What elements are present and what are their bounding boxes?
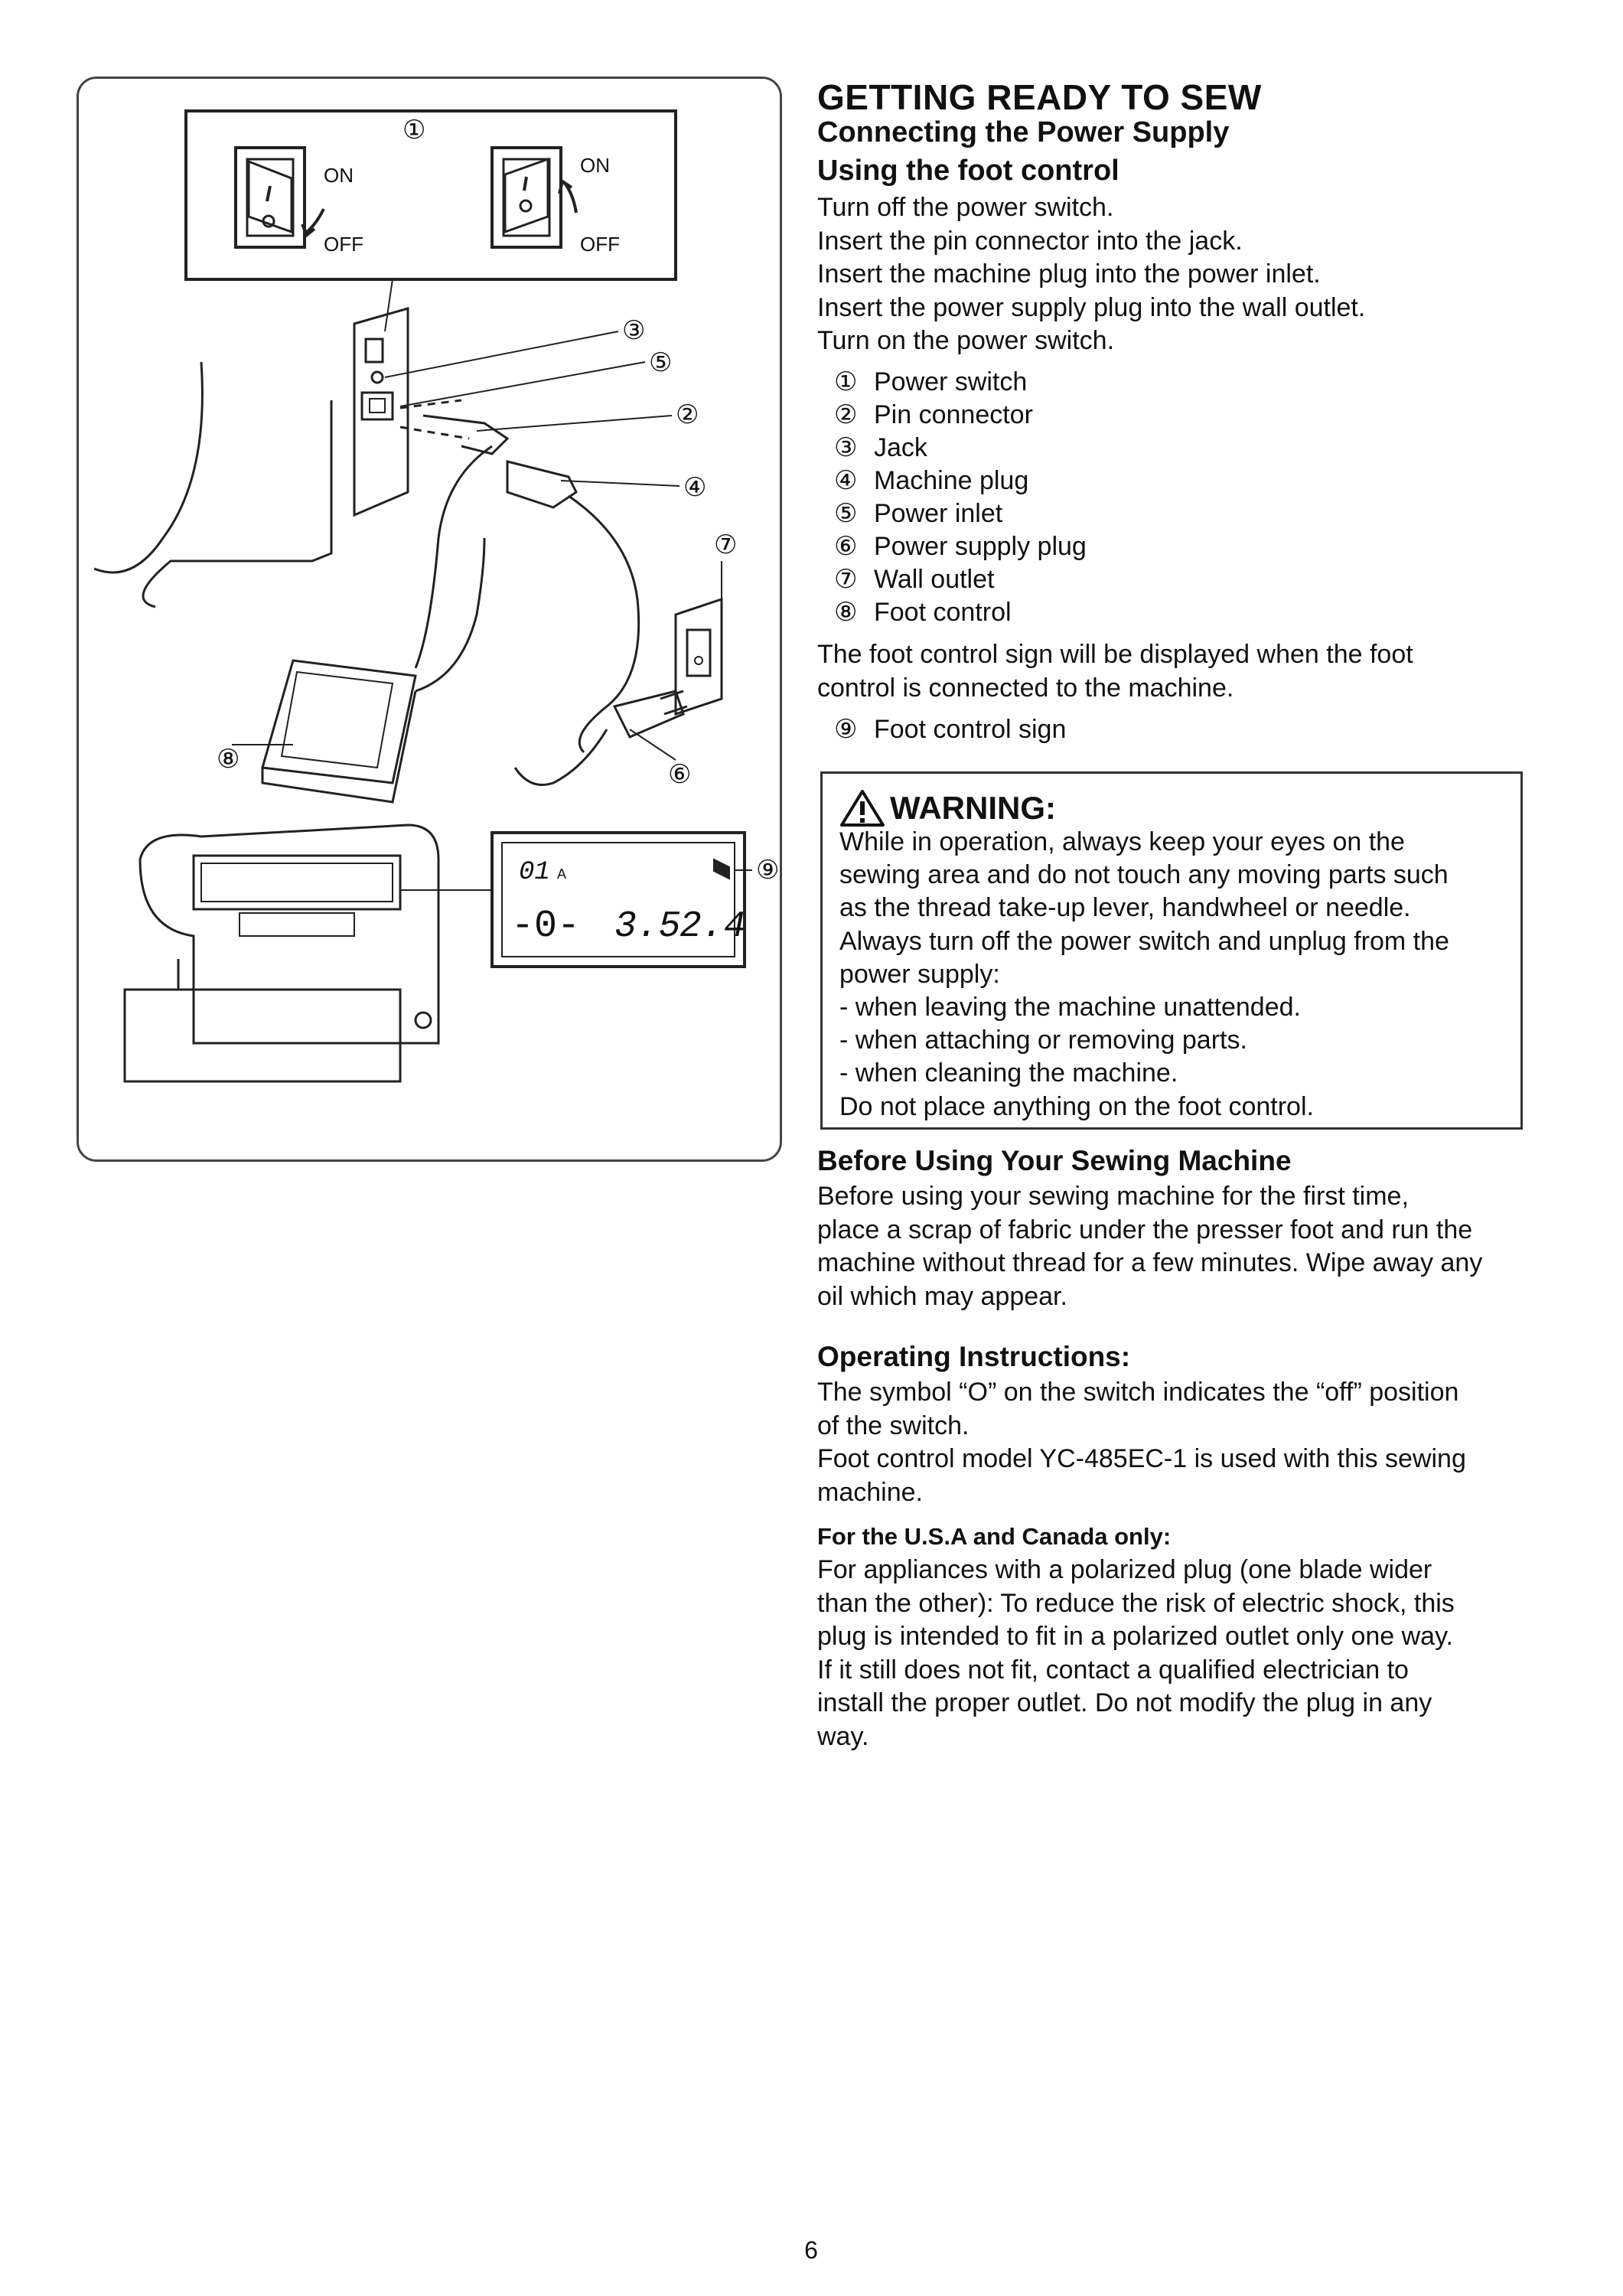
step: Insert the machine plug into the power inlet. — [817, 259, 1321, 289]
switch-off-icon — [492, 148, 576, 247]
list-item: ⑧ Foot control — [834, 598, 1012, 627]
svg-text:-0-: -0- — [511, 905, 581, 948]
svg-text:01: 01 — [519, 858, 550, 887]
machine-plug-illustration — [507, 461, 639, 752]
svg-text:③: ③ — [622, 316, 646, 345]
instruction-steps — [817, 191, 1521, 358]
warning-triangle-icon — [839, 789, 885, 827]
list-item: ② Pin connector — [834, 400, 1033, 429]
step: Turn on the power switch. — [817, 326, 1115, 355]
list-item: ① Power switch — [834, 367, 1028, 396]
illustration-panel — [77, 77, 782, 1162]
region-note-text: For appliances with a polarized plug (one blade wider than the other): To reduce the risk of electric shock, this plug is intended to fit in a polarized outlet only one way. If it still does not fit, contact a qualified electrician to install the proper outlet. Do not modify the plug in any way. — [817, 1555, 1455, 1751]
section-heading: Connecting the Power Supply — [817, 116, 1230, 148]
list-item: ⑥ Power supply plug — [834, 532, 1087, 561]
foot-control-sign-icon — [714, 859, 729, 879]
before-using-text: Before using your sewing machine for the first time, place a scrap of fabric under the presser foot and run the machine without thread for a few minutes. Wipe away any oil which may appear. — [817, 1182, 1483, 1311]
svg-text:⑤: ⑤ — [649, 348, 673, 377]
sign-part-item: ⑨ Foot control sign — [834, 715, 1067, 744]
svg-text:②: ② — [676, 400, 699, 429]
svg-text:2.4: 2.4 — [680, 906, 746, 947]
svg-text:⑥: ⑥ — [668, 760, 692, 789]
list-item: ④ Machine plug — [834, 466, 1029, 495]
machine-side-illustration — [94, 308, 408, 607]
region-note-heading: For the U.S.A and Canada only: — [817, 1523, 1172, 1550]
step: Turn off the power switch. — [817, 193, 1114, 222]
svg-text:OFF: OFF — [324, 233, 363, 256]
svg-text:OFF: OFF — [580, 233, 620, 256]
list-item: ③ Jack — [834, 433, 927, 462]
svg-text:④: ④ — [683, 473, 707, 502]
power-supply-plug-illustration — [515, 691, 687, 785]
svg-text:①: ① — [402, 116, 426, 145]
svg-text:ON: ON — [580, 154, 610, 177]
step: Insert the pin connector into the jack. — [817, 226, 1243, 256]
wall-outlet-illustration — [676, 599, 722, 714]
list-item: ⑦ Wall outlet — [834, 565, 995, 594]
warning-text: While in operation, always keep your eyes on the sewing area and do not touch any moving parts such as the thread take-up lever, handwheel or needle. Always turn off the power switch and unplug from the power supply: - when leaving the machine unattended. - when attaching or removing parts. - when cleaning the machine. Do not place anything on the foot control. — [839, 827, 1449, 1121]
parts-list — [834, 366, 1087, 629]
switch-on-icon — [236, 148, 324, 247]
operating-instructions-text: The symbol “O” on the switch indicates the “off” position of the switch. Foot control model YC-485EC-1 is used with this sewing machine. — [817, 1378, 1466, 1507]
foot-control-illustration — [262, 538, 484, 802]
svg-text:ON: ON — [324, 164, 354, 187]
operating-instructions-heading: Operating Instructions: — [817, 1341, 1131, 1372]
page-number: 6 — [804, 2236, 818, 2264]
svg-text:⑦: ⑦ — [714, 530, 738, 559]
list-item: ⑤ Power inlet — [834, 499, 1003, 528]
svg-text:⑨: ⑨ — [756, 856, 780, 885]
sewing-machine-illustration — [125, 825, 492, 1081]
foot-control-sign-note: The foot control sign will be displayed when the foot control is connected to the machine. — [817, 640, 1413, 703]
svg-text:A: A — [557, 866, 567, 882]
svg-text:⑧: ⑧ — [217, 745, 240, 774]
warning-title: WARNING: — [839, 789, 1056, 827]
subsection-heading: Using the foot control — [817, 155, 1119, 187]
power-connection-diagram — [79, 79, 784, 1164]
svg-text:3.5: 3.5 — [614, 906, 681, 947]
step: Insert the power supply plug into the wall outlet. — [817, 292, 1366, 322]
pin-connector-illustration — [400, 400, 507, 668]
page-title: GETTING READY TO SEW — [817, 77, 1262, 117]
before-using-heading: Before Using Your Sewing Machine — [817, 1145, 1292, 1176]
warning-box — [820, 771, 1523, 1130]
